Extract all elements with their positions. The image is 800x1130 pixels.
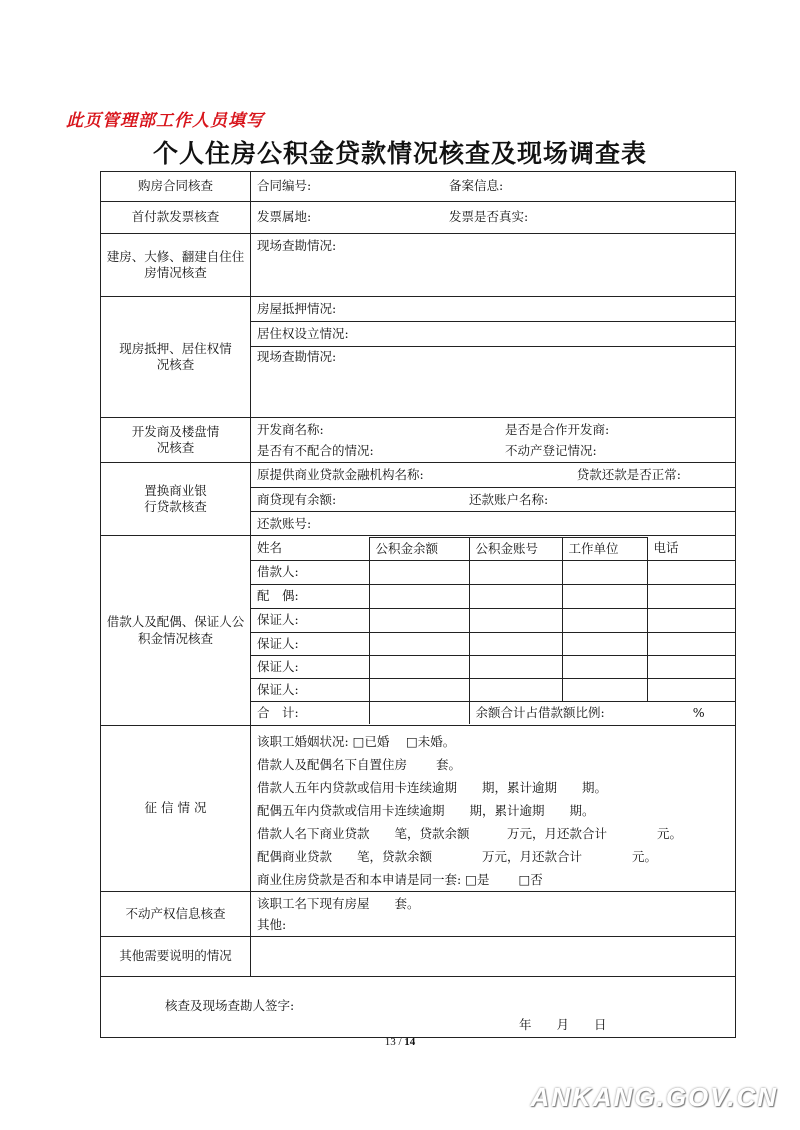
fund-row-guarantor [251, 678, 736, 701]
survey-table [100, 171, 736, 1038]
row-build [101, 234, 736, 297]
filing-info-field[interactable]: 备案信息: [449, 178, 504, 194]
build-survey-field[interactable]: 现场查勘情况: [251, 234, 736, 297]
repayment-account-name-field[interactable]: 还款账户名称: [469, 492, 549, 507]
label-mortgage: 现房抵押、居住权情况核查 [101, 297, 251, 418]
noncooperation-field[interactable]: 是否有不配合的情况: [257, 443, 374, 458]
row-property [101, 892, 736, 937]
page-total: 14 [404, 1036, 416, 1048]
row-mortgage [101, 297, 736, 418]
header-phone: 电话 [647, 537, 736, 560]
percent-sign: % [692, 704, 705, 720]
marital-status-line[interactable]: 该职工婚姻状况: □已婚 □未婚。 [257, 734, 456, 749]
label-bank: 置换商业银行贷款核查 [101, 463, 251, 536]
fund-row-spouse [251, 584, 736, 608]
invoice-authentic-field[interactable]: 发票是否真实: [449, 209, 529, 225]
repayment-normal-field[interactable]: 贷款还款是否正常: [576, 467, 681, 482]
site-watermark: ANKANG.GOV.CN [530, 1082, 778, 1112]
label-contract: 购房合同核查 [101, 172, 251, 202]
row-bank [101, 463, 736, 536]
houses-owned-line[interactable]: 该职工名下现有房屋 套。 [257, 896, 420, 911]
header-name: 姓名 [251, 537, 369, 560]
row-invoice [101, 202, 736, 234]
total-label: 合 计: [251, 701, 369, 724]
same-property-line[interactable]: 商业住房贷款是否和本申请是同一套: □是 □否 [257, 872, 543, 887]
fund-table [251, 537, 736, 725]
repayment-account-number-field[interactable]: 还款账号: [257, 516, 312, 531]
row-other [101, 937, 736, 977]
label-fund: 借款人及配偶、保证人公积金情况核查 [101, 536, 251, 726]
header-employer: 工作单位 [562, 537, 647, 560]
label-property: 不动产权信息核查 [101, 892, 251, 937]
mortgage-status-field[interactable]: 房屋抵押情况: [251, 297, 735, 322]
row-signature [101, 977, 736, 1038]
page-number [0, 1036, 800, 1048]
ratio-label: 余额合计占借款额比例: [475, 704, 605, 720]
original-lender-field[interactable]: 原提供商业贷款金融机构名称: [257, 467, 424, 482]
invoice-location-field[interactable]: 发票属地: [257, 209, 312, 225]
label-other: 其他需要说明的情况 [101, 937, 251, 977]
loan-balance-field[interactable]: 商贷现有余额: [257, 492, 337, 507]
page-current: 13 [384, 1036, 396, 1048]
row-credit [101, 726, 736, 892]
row-contract [101, 172, 736, 202]
residence-right-field[interactable]: 居住权设立情况: [251, 322, 735, 347]
page-title: 个人住房公积金贷款情况核查及现场调查表 [152, 139, 647, 168]
spouse-commercial-loan-line[interactable]: 配偶商业贷款 笔，贷款余额 万元，月还款合计 元。 [257, 849, 658, 864]
fund-header-row [251, 537, 736, 560]
label-developer: 开发商及楼盘情况核查 [101, 418, 251, 463]
signature-label: 核查及现场查勘人签字: [165, 998, 295, 1013]
borrower-commercial-loan-line[interactable]: 借款人名下商业贷款 笔，贷款余额 万元，月还款合计 元。 [257, 826, 683, 841]
fund-row-borrower [251, 560, 736, 584]
contract-number-field[interactable]: 合同编号: [257, 178, 312, 194]
fund-row-guarantor [251, 608, 736, 632]
page-note: 此页管理部工作人员填写 [66, 111, 264, 131]
mortgage-survey-field[interactable]: 现场查勘情况: [257, 349, 337, 364]
header-account: 公积金账号 [469, 537, 562, 560]
row-fund [101, 536, 736, 726]
person-label: 配 偶: [251, 584, 369, 608]
person-label: 保证人: [251, 632, 369, 655]
row-developer [101, 418, 736, 463]
signature-date[interactable]: 年 月 日 [519, 1017, 607, 1032]
registration-status-field[interactable]: 不动产登记情况: [505, 443, 597, 458]
fund-row-guarantor [251, 632, 736, 655]
page-separator: / [395, 1036, 405, 1048]
person-label: 保证人: [251, 608, 369, 632]
person-label: 保证人: [251, 655, 369, 678]
fund-row-guarantor [251, 655, 736, 678]
person-label: 保证人: [251, 678, 369, 701]
total-balance-field[interactable] [369, 701, 469, 724]
owned-housing-line[interactable]: 借款人及配偶名下自置住房 套。 [257, 757, 461, 772]
label-invoice: 首付款发票核查 [101, 202, 251, 234]
label-credit: 征 信 情 况 [101, 726, 251, 892]
cooperative-developer-field[interactable]: 是否是合作开发商: [505, 422, 610, 437]
spouse-overdue-line[interactable]: 配偶五年内贷款或信用卡连续逾期 期，累计逾期 期。 [257, 803, 595, 818]
header-balance: 公积金余额 [369, 537, 469, 560]
label-build: 建房、大修、翻建自住住房情况核查 [101, 234, 251, 297]
person-label: 借款人: [251, 560, 369, 584]
other-notes-field[interactable] [251, 937, 736, 977]
developer-name-field[interactable]: 开发商名称: [257, 422, 324, 437]
credit-info-field [251, 726, 736, 892]
borrower-overdue-line[interactable]: 借款人五年内贷款或信用卡连续逾期 期，累计逾期 期。 [257, 780, 608, 795]
fund-total-row [251, 701, 736, 724]
property-other-field[interactable]: 其他: [257, 917, 287, 932]
